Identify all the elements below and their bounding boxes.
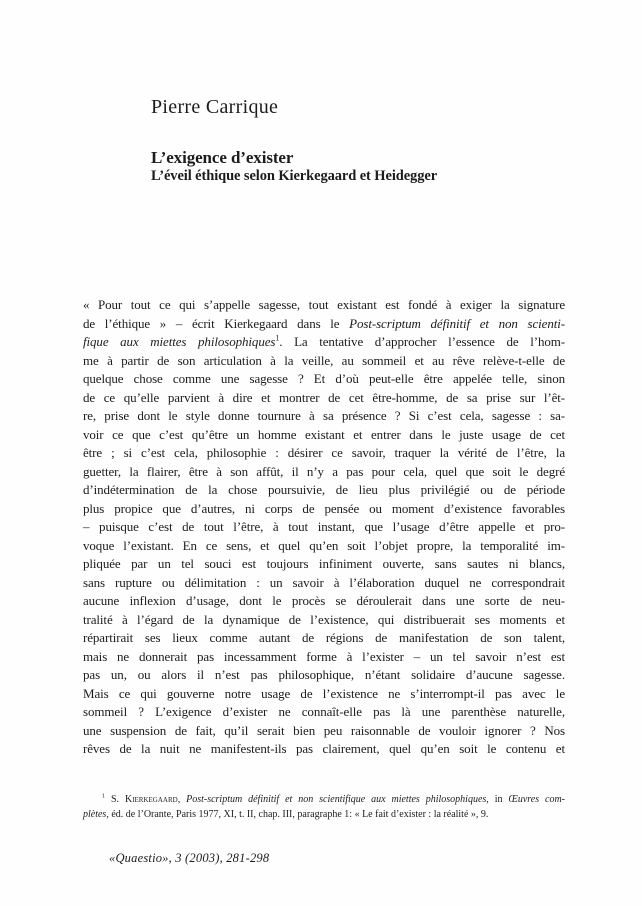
text-line: pliquée par un tel souci est toujours infiniment ouverte, sans sautes ni blancs,	[83, 556, 565, 571]
text-line: sans rupture ou délimitation : un savoir à l’élaboration duquel ne correspondrait	[83, 574, 565, 590]
text-line: quelque chose comme une sagesse ? Et d’où peut-elle être appelée telle, sinon	[83, 371, 565, 386]
text-line: plètes, éd. de l’Orante, Paris 1977, XI, t. II, chap. III, paragraphe 1: « Le fait d’exister : la réalité », 9.	[83, 809, 489, 820]
text-line: re, prise dont le style donne tournure à sa présence ? Si c’est cela, sagesse : sa-	[83, 408, 565, 423]
article-subtitle: L’éveil éthique selon Kierkegaard et Heidegger	[151, 168, 438, 184]
journal-citation: «Quaestio», 3 (2003), 281-298	[109, 851, 270, 865]
text-line: pas un, ou alors il n’est pas philosophique, n’étant solidaire d’aucune sagesse.	[83, 667, 565, 682]
text-line: sommeil ? L’exigence d’exister ne connaît-elle pas là une parenthèse naturelle,	[83, 704, 565, 719]
text-line: une suspension de fait, qu’il serait bien peu raisonnable de vouloir ignorer ? Nos	[83, 722, 565, 738]
article-title: L’exigence d’exister	[151, 148, 294, 167]
text-line: Mais ce qui gouverne notre usage de l’existence ne s’interrompt-il pas avec le	[83, 685, 565, 701]
text-line: guetter, la flairer, être à son affût, il n’y a pas pour cela, quel que soit le degré	[83, 463, 565, 479]
text-line: rêves de la nuit ne manifestent-ils pas clairement, quel qu’en soit le contenu et	[83, 741, 565, 756]
body-paragraph	[83, 296, 565, 759]
text-line: – puisque c’est de tout l’être, à tout instant, que l’usage d’être appelle et pro-	[83, 519, 565, 534]
footnote	[83, 792, 565, 822]
text-line: mais ne donnerait pas incessamment forme à l’exister – un tel savoir n’est est	[83, 648, 565, 664]
text-line: de l’éthique » – écrit Kierkegaard dans le Post-scriptum définitif et non scienti-	[83, 315, 565, 331]
text-line: de ce qu’elle parvient à dire et montrer de cet être-homme, de sa prise sur l’êt-	[83, 389, 565, 405]
text-line: « Pour tout ce qui s’appelle sagesse, tout existant est fondé à exiger la signature	[83, 297, 565, 312]
text-line: aucune inflexion d’usage, dont le procès se déroulerait dans une sorte de neu-	[83, 593, 565, 608]
text-line: être ; si c’est cela, philosophie : désirer ce savoir, traquer la vérité de l’être, la	[83, 445, 565, 460]
text-line: voir ce que c’est qu’être un homme existant et entrer dans le juste usage de cet	[83, 426, 565, 442]
text-line: d’indétermination de la chose poursuivie, de lieu plus privilégié ou de période	[83, 482, 565, 497]
text-line: voque l’existant. En ce sens, et quel qu’en soit l’objet propre, la temporalité im-	[83, 537, 565, 553]
text-line: fique aux miettes philosophiques$^1$. La tentative d’approcher l’essence de l’hom-	[83, 333, 565, 349]
text-line: $^1$ S. Kierkegaard, Post-scriptum définitif et non scientifique aux miettes philosophiques, in Œuvres com-	[102, 792, 566, 805]
author-name: Pierre Carrique	[151, 96, 279, 118]
text-line: répartirait ses lieux comme autant de régions de manifestation de son talent,	[83, 630, 565, 645]
text-line: plus propice que d’autres, ni corps de pensée ou moment d’existence favorables	[83, 500, 565, 516]
text-line: tralité à l’égard de la dynamique de l’existence, qui distribuerait ses moments et	[83, 611, 565, 627]
text-line: me à partir de son articulation à la veille, au sommeil et au rêve relève-t-elle de	[83, 352, 565, 368]
